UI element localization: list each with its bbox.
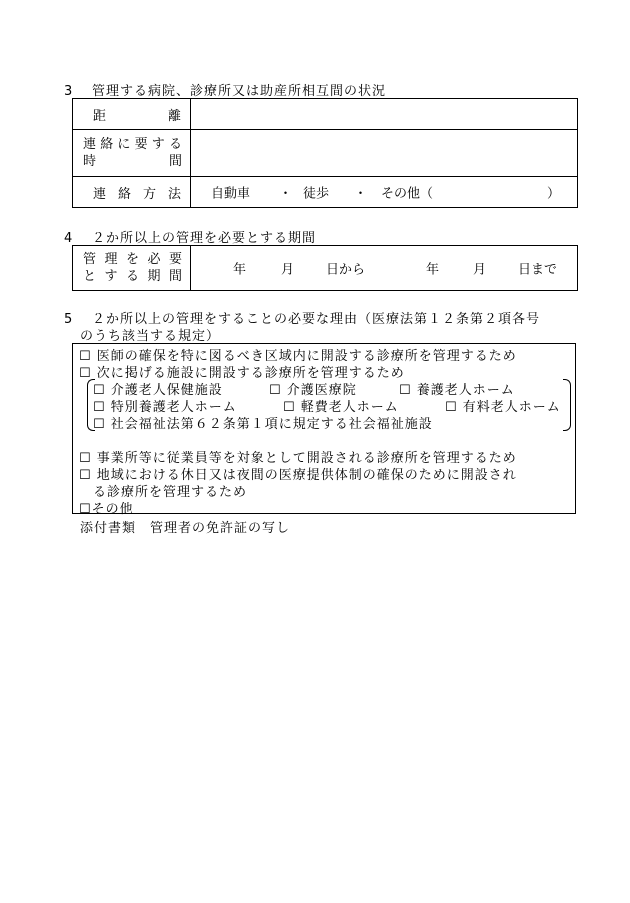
label-char: 連: [93, 186, 108, 202]
attachments-line: [80, 517, 290, 536]
section5-title-line2: のうち該当する規定）: [80, 329, 221, 344]
period-year-start: 年: [233, 262, 247, 278]
label-char: る: [125, 269, 139, 284]
contact-method-options: [191, 177, 578, 208]
distance-label: [73, 99, 191, 130]
label-char: 間: [168, 269, 182, 284]
reason-item-holiday-night[interactable]: ☐ 地域における休日又は夜間の医療提供体制の確保のために開設され: [79, 468, 517, 483]
label-char: 連: [83, 137, 97, 152]
label-char: 時: [83, 154, 97, 169]
section3-heading: [64, 80, 386, 99]
label-char: 要: [134, 137, 148, 152]
attachments-label: 添付書類: [80, 521, 137, 536]
label-char: と: [83, 269, 97, 284]
label-char: 絡: [117, 186, 132, 202]
facility-nursing-home[interactable]: ☐ 養護老人ホーム: [399, 383, 515, 398]
attachments-value: 管理者の免許証の写し: [150, 521, 291, 536]
period-day-end: 日まで: [518, 262, 558, 278]
option-walk[interactable]: 徒歩: [303, 186, 330, 202]
contact-method-label: [73, 177, 191, 208]
label-char: 必: [147, 252, 161, 267]
contact-time-value-field[interactable]: [191, 130, 578, 177]
facility-special-nursing[interactable]: ☐ 特別養護老人ホーム: [93, 400, 237, 415]
option-separator: ・: [354, 186, 368, 202]
label-char: る: [168, 137, 182, 152]
facility-geriatric-health[interactable]: ☐ 介護老人保健施設: [93, 383, 223, 398]
label-char: 理: [104, 252, 118, 267]
period-label: [73, 246, 191, 291]
period-month-start: 月: [281, 262, 295, 278]
section4-number: 4: [64, 231, 74, 246]
section4-title: ２か所以上の管理を必要とする期間: [92, 231, 317, 246]
label-char: 法: [167, 186, 182, 202]
period-day-start: 日から: [326, 262, 366, 278]
section3-table: [72, 98, 578, 208]
label-char: を: [125, 252, 139, 267]
option-separator: ・: [279, 186, 293, 202]
section3-number: 3: [64, 84, 74, 99]
distance-label-part: 離: [167, 108, 182, 124]
period-year-end: 年: [426, 262, 440, 278]
label-char: 管: [83, 252, 97, 267]
contact-time-label: [73, 130, 191, 177]
distance-value-field[interactable]: [191, 99, 578, 130]
bracket-right: [563, 379, 571, 431]
label-char: に: [117, 137, 131, 152]
period-value-field[interactable]: [191, 246, 578, 291]
label-char: 期: [147, 269, 161, 284]
reason-item-doctor-area[interactable]: ☐ 医師の確保を特に図るべき区域内に開設する診療所を管理するため: [79, 349, 517, 364]
label-char: 要: [168, 252, 182, 267]
period-month-end: 月: [473, 262, 487, 278]
option-other-close: ）: [547, 186, 561, 202]
reason-item-other[interactable]: ☐その他: [79, 502, 134, 517]
section3-title: 管理する病院、診療所又は助産所相互間の状況: [92, 84, 387, 99]
facility-low-cost[interactable]: ☐ 軽費老人ホーム: [283, 400, 399, 415]
section4-heading: [64, 227, 316, 246]
reason-item-employee[interactable]: ☐ 事業所等に従業員等を対象として開設される診療所を管理するため: [79, 451, 517, 466]
section5-title-line1: ２か所以上の管理をすることの必要な理由（医療法第１２条第２項各号: [92, 312, 541, 327]
section5-number: 5: [64, 312, 74, 327]
reason-item-facility[interactable]: ☐ 次に掲げる施設に開設する診療所を管理するため: [79, 366, 405, 381]
option-car[interactable]: 自動車: [211, 186, 251, 202]
section4-table: [72, 245, 578, 291]
label-char: す: [104, 269, 118, 284]
reason-box: [72, 343, 576, 517]
label-char: 方: [142, 186, 157, 202]
distance-label-part: 距: [93, 108, 108, 124]
label-char: す: [151, 137, 165, 152]
reason-item-holiday-night-cont: る診療所を管理するため: [93, 485, 248, 500]
label-char: 間: [168, 154, 182, 169]
facility-social-welfare[interactable]: ☐ 社会福祉法第６２条第１項に規定する社会福祉施設: [93, 417, 433, 432]
facility-paid-nursing[interactable]: ☐ 有料老人ホーム: [445, 400, 561, 415]
option-other[interactable]: その他（: [381, 186, 434, 202]
facility-care-medical[interactable]: ☐ 介護医療院: [269, 383, 357, 398]
label-char: 絡: [100, 137, 114, 152]
